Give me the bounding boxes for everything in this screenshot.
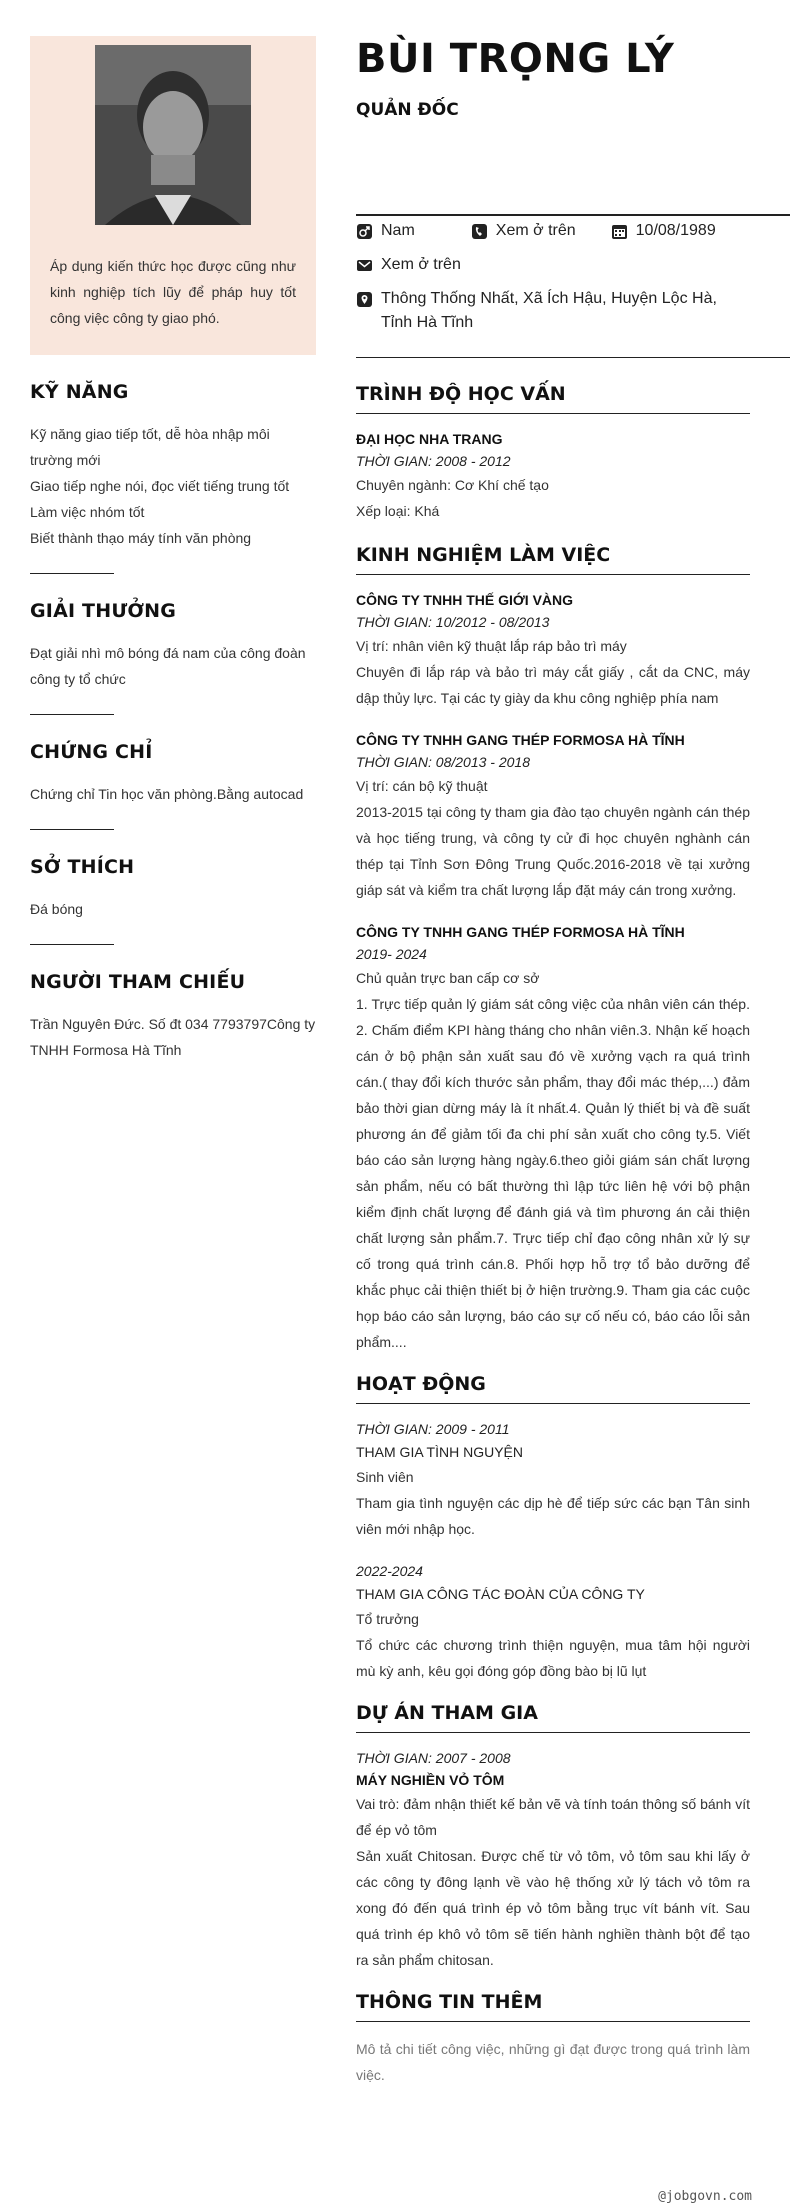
email-value: Xem ở trên — [381, 256, 461, 273]
experience-heading: KINH NGHIỆM LÀM VIỆC — [356, 544, 750, 575]
birthday-value: 10/08/1989 — [635, 222, 716, 239]
gender-icon — [356, 223, 373, 240]
activities-heading: HOẠT ĐỘNG — [356, 1373, 750, 1404]
job-description: 2013-2015 tại công ty tham gia đào tạo chuyên ngành cán thép và học tiếng trung, và công ty cử đi học chuyên nghành cán thép tại Tỉnh Sơn Đông Trung Quốc.2016-2018 về tại xưởng giáp sát và kiểm tra chất lượng lắp đặt máy cán trong xưởng. — [356, 804, 750, 898]
birthday-item — [611, 219, 716, 243]
awards-heading: GIẢI THƯỞNG — [30, 600, 177, 622]
profile-box — [30, 36, 316, 355]
projects-heading: DỰ ÁN THAM GIA — [356, 1702, 750, 1733]
certificates-section — [30, 741, 316, 830]
company-name: CÔNG TY TNHH THẾ GIỚI VÀNG — [356, 592, 574, 608]
section-divider — [30, 714, 114, 715]
skill-item: Biết thành thạo máy tính văn phòng — [30, 530, 252, 546]
job-position: Vị trí: cán bộ kỹ thuật — [356, 778, 488, 794]
phone-icon — [471, 223, 488, 240]
reference-text: Trần Nguyên Đức. Số đt 034 7793797Công ty TNHH Formosa Hà Tĩnh — [30, 1016, 316, 1058]
hobby-text: Đá bóng — [30, 901, 83, 917]
additional-text: Mô tả chi tiết công việc, những gì đạt được trong quá trình làm việc. — [356, 2041, 750, 2083]
contact-info — [356, 219, 750, 335]
right-column — [356, 0, 750, 2088]
section-divider — [30, 573, 114, 574]
education-time: THỜI GIAN: 2008 - 2012 — [356, 453, 511, 469]
skill-item: Làm việc nhóm tốt — [30, 504, 145, 520]
job-position: Chủ quản trực ban cấp cơ sở — [356, 970, 540, 986]
gender-item — [356, 219, 415, 243]
candidate-name: BÙI TRỌNG LÝ — [356, 36, 675, 82]
activity-description: Tổ chức các chương trình thiện nguyện, mua tâm hội người mù kỳ anh, kêu gọi đóng góp đồng bào bị lũ lụt — [356, 1637, 750, 1679]
job-time: 2019- 2024 — [356, 946, 427, 962]
skill-item: Kỹ năng giao tiếp tốt, dễ hòa nhập môi trường mới — [30, 426, 270, 468]
references-heading: NGƯỜI THAM CHIẾU — [30, 971, 246, 993]
phone-item — [471, 219, 576, 243]
education-grade: Xếp loại: Khá — [356, 503, 440, 519]
skill-item: Giao tiếp nghe nói, đọc viết tiếng trung tốt — [30, 478, 290, 494]
address-value: Thông Thống Nhất, Xã Ích Hậu, Huyện Lộc Hà, Tỉnh Hà Tĩnh — [381, 290, 717, 331]
calendar-icon — [611, 223, 628, 240]
job-entry — [356, 729, 750, 903]
education-major: Chuyên ngành: Cơ Khí chế tạo — [356, 477, 549, 493]
career-objective: Áp dụng kiến thức học được cũng như kinh nghiệp tích lũy để pháp huy tốt công việc công ty giao phó. — [50, 258, 296, 326]
section-divider — [30, 829, 114, 830]
contact-row — [356, 287, 750, 335]
avatar-photo — [95, 45, 251, 225]
phone-value: Xem ở trên — [495, 222, 576, 239]
activity-time: 2022-2024 — [356, 1563, 423, 1579]
email-icon — [356, 257, 373, 274]
job-title: QUẢN ĐỐC — [356, 100, 459, 120]
contact-row — [356, 253, 750, 277]
project-entry — [356, 1747, 750, 1973]
awards-section — [30, 600, 316, 715]
activity-entry — [356, 1418, 750, 1542]
activity-time: THỜI GIAN: 2009 - 2011 — [356, 1421, 510, 1437]
activity-role: Sinh viên — [356, 1469, 414, 1485]
contact-row — [356, 219, 750, 243]
job-description: Chuyên đi lắp ráp và bảo trì máy cắt giấy , cắt da CNC, máy dập thủy lực. Tại các ty giày da khu công nghiệp phía nam — [356, 664, 750, 706]
activity-entry — [356, 1560, 750, 1684]
project-role: Vai trò: đảm nhận thiết kế bản vẽ và tính toán thông số bánh vít để ép vỏ tôm — [356, 1796, 750, 1838]
footer-watermark: @jobgovn.com — [658, 2189, 752, 2204]
activity-description: Tham gia tình nguyện các dịp hè để tiếp sức các bạn Tân sinh viên mới nhập học. — [356, 1495, 750, 1537]
education-heading: TRÌNH ĐỘ HỌC VẤN — [356, 383, 750, 414]
project-name: MÁY NGHIỀN VỎ TÔM — [356, 1772, 505, 1788]
activity-title: THAM GIA TÌNH NGUYỆN — [356, 1444, 523, 1460]
project-description: Sản xuất Chitosan. Được chế từ vỏ tôm, vỏ tôm sau khi lấy ở các công ty đông lạnh về vào hệ thống xử lý tách vỏ tôm ra xong đó đến quá trình ép vỏ tôm bằng trục vít bánh vít. Sau quá trình ép khô vỏ tôm sẽ tiến hành nghiền thành bột để tạo ra sản phẩm chitosan. — [356, 1848, 750, 1968]
left-column — [30, 0, 316, 1063]
projects-section — [356, 1702, 750, 1973]
job-time: THỜI GIAN: 08/2013 - 2018 — [356, 754, 531, 770]
experience-section — [356, 544, 750, 1355]
school-name: ĐẠI HỌC NHA TRANG — [356, 431, 503, 447]
job-entry — [356, 921, 750, 1355]
certificate-text: Chứng chỉ Tin học văn phòng.Bằng autocad — [30, 786, 304, 802]
education-section — [356, 383, 750, 524]
job-entry — [356, 589, 750, 711]
avatar — [95, 45, 251, 225]
job-time: THỜI GIAN: 10/2012 - 08/2013 — [356, 614, 550, 630]
references-section — [30, 971, 316, 1063]
hobbies-heading: SỞ THÍCH — [30, 856, 135, 878]
email-item — [356, 253, 461, 277]
skills-heading: KỸ NĂNG — [30, 381, 129, 403]
company-name: CÔNG TY TNHH GANG THÉP FORMOSA HÀ TĨNH — [356, 924, 685, 940]
activities-section — [356, 1373, 750, 1684]
award-text: Đạt giải nhì mô bóng đá nam của công đoàn công ty tổ chức — [30, 645, 306, 687]
location-icon — [356, 291, 373, 308]
skills-section — [30, 381, 316, 574]
education-entry — [356, 428, 750, 524]
activity-title: THAM GIA CÔNG TÁC ĐOÀN CỦA CÔNG TY — [356, 1586, 645, 1602]
job-position: Vị trí: nhân viên kỹ thuật lắp ráp bảo trì máy — [356, 638, 627, 654]
additional-heading: THÔNG TIN THÊM — [356, 1991, 750, 2022]
section-divider — [30, 944, 114, 945]
certificates-heading: CHỨNG CHỈ — [30, 741, 153, 763]
company-name: CÔNG TY TNHH GANG THÉP FORMOSA HÀ TĨNH — [356, 732, 685, 748]
gender-value: Nam — [381, 222, 415, 239]
additional-section — [356, 1991, 750, 2088]
job-description: 1. Trực tiếp quản lý giám sát công việc của nhân viên cán thép. 2. Chấm điểm KPI hàng tháng cho nhân viên.3. Nhận kế hoạch cán ở bộ phận sản xuất sau đó về xưởng vạch ra quá trình cán.( thay đổi kích thước sản phẩm, thay đổi mác thép,...) đảm bảo thời gian dừng máy là ít nhất.4. Quản lý thiết bị và đề suất phương án để giảm tối đa chi phí sản xuất cho công ty.5. Viết báo cáo sản lượng hàng ngày.6.theo giỏi giám sán chất lượng sản phẩm, nếu có bất thường thì lập tức liên hệ với bộ phận kiểm định chất lượng để đánh giá và tìm phương án cải thiện chất lượng sản phẩm.7. Trực tiếp chỉ đạo công nhân xử lý sự cố trong quá trình cán.8. Phối hợp hỗ trợ tổ bảo dưỡng để khắc phục cải thiện thiết bị ở hiện trường.9. Tham gia các cuộc họp báo cáo sản lượng, báo cáo sự cố nếu có, báo cáo lỗi sản phẩm.... — [356, 996, 750, 1350]
hobbies-section — [30, 856, 316, 945]
project-time: THỜI GIAN: 2007 - 2008 — [356, 1750, 511, 1766]
activity-role: Tổ trưởng — [356, 1611, 419, 1627]
